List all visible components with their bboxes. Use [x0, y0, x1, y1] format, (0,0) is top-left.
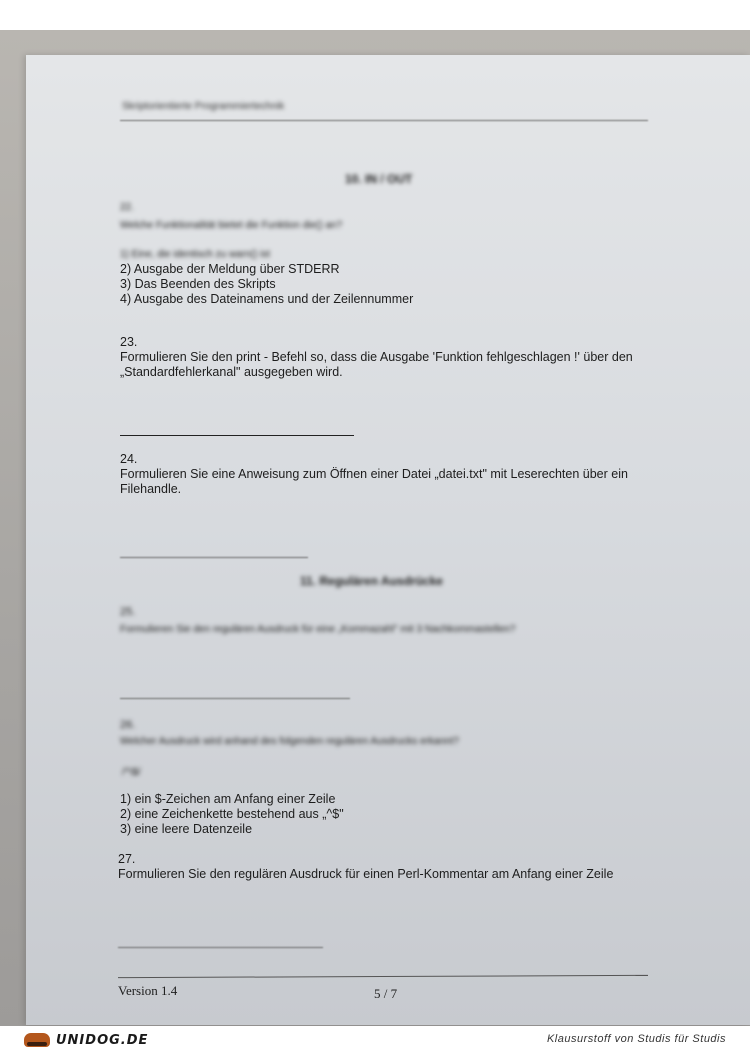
q25-question: Formulieren Sie den regulären Ausdruck für eine „Kommazahl" mit 3 Nachkommastellen?: [120, 624, 516, 635]
q26-expression: /^\$/: [122, 767, 141, 778]
q26-option-2: 2) eine Zeichenkette bestehend aus „^$": [120, 807, 344, 821]
q22-option-4: 4) Ausgabe des Dateinamens und der Zeilennummer: [120, 292, 414, 306]
footer-page-number: 5 / 7: [374, 986, 398, 1001]
unidog-logo[interactable]: [24, 1030, 148, 1050]
q23-question-line2: „Standardfehlerkanal" ausgegeben wird.: [120, 365, 343, 379]
q23-number: 23.: [120, 335, 138, 349]
header-title: Skriptorientierte Programmiertechnik: [122, 101, 285, 112]
q26-question: Welcher Ausdruck wird anhand des folgenden regulären Ausdrucks erkannt?: [120, 736, 459, 747]
q22-option-2: 2) Ausgabe der Meldung über STDERR: [120, 262, 340, 276]
q27-answer-line: [118, 947, 323, 948]
footer-version: Version 1.4: [118, 983, 178, 998]
q22-question: Welche Funktionalität bietet die Funktion die() an?: [120, 220, 343, 231]
q27-number: 27.: [118, 852, 136, 866]
section-title-in-out: 10. IN / OUT: [345, 172, 413, 186]
q24-question-line1: Formulieren Sie eine Anweisung zum Öffnen einer Datei „datei.txt" mit Leserechten über ein: [120, 467, 628, 481]
q23-question-line1: Formulieren Sie den print - Befehl so, dass die Ausgabe 'Funktion fehlgeschlagen !' über den: [120, 350, 633, 364]
q26-option-1: 1) ein $-Zeichen am Anfang einer Zeile: [120, 792, 336, 806]
q26-number: 26.: [120, 719, 136, 731]
q22-option-1: 1) Eine, die identisch zu warn() ist: [120, 249, 271, 260]
q24-answer-line: [120, 557, 308, 558]
q22-option-3: 3) Das Beenden des Skripts: [120, 277, 276, 291]
slogan: Klausurstoff von Studis für Studis: [546, 1033, 726, 1045]
top-margin: [0, 0, 750, 30]
logo-text: UNIDOG.DE: [56, 1032, 149, 1048]
q26-option-3: 3) eine leere Datenzeile: [120, 822, 253, 836]
header-rule: [120, 120, 648, 121]
section-title-regex: 11. Regulären Ausdrücke: [300, 574, 443, 588]
q27-question: Formulieren Sie den regulären Ausdruck für einen Perl-Kommentar am Anfang einer Zeile: [118, 867, 614, 881]
q23-answer-line: [120, 435, 354, 436]
q24-number: 24.: [120, 452, 138, 466]
q25-number: 25.: [120, 606, 136, 618]
dog-icon: [24, 1033, 50, 1047]
q24-question-line2: Filehandle.: [120, 482, 182, 496]
q25-answer-line: [120, 698, 350, 699]
q22-number: 22.: [120, 202, 134, 213]
